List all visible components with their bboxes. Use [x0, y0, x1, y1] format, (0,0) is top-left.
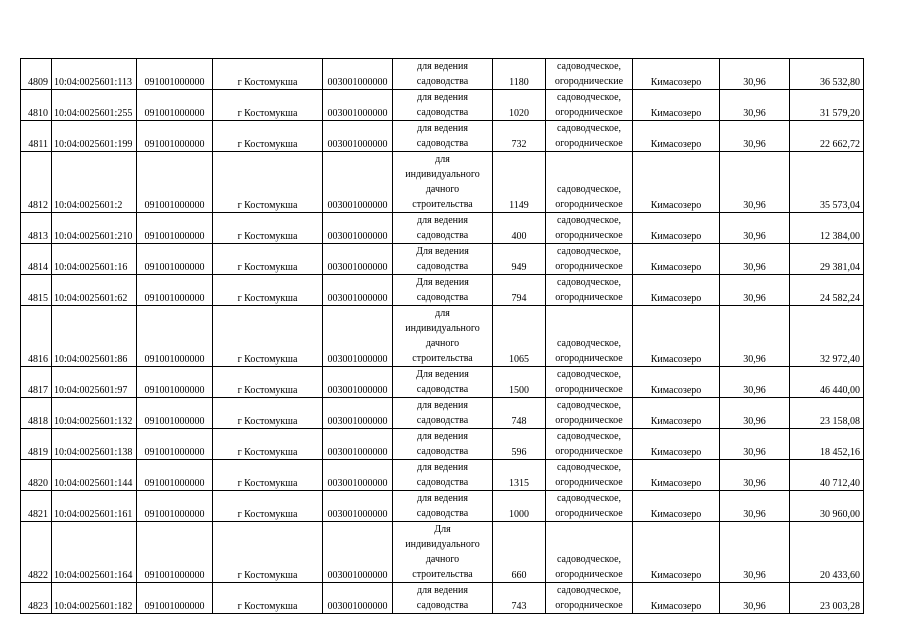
okato-code-cell: 091001000000 — [137, 152, 213, 213]
land-use-cell-line: садоводства — [416, 230, 469, 241]
land-use-cell-line: индивидуального — [405, 539, 480, 550]
land-use-cell — [393, 491, 493, 522]
table-row — [21, 491, 864, 522]
land-use-cell-line: дачного — [425, 184, 460, 195]
category-cell-line: огородническое — [555, 600, 623, 611]
rate-cell: 30,96 — [720, 59, 790, 90]
category-cell-line: садоводческое, — [556, 246, 622, 257]
table-row — [21, 583, 864, 614]
row-number-cell: 4812 — [21, 152, 52, 213]
oktmo-code-cell: 003001000000 — [323, 306, 393, 367]
oktmo-code-cell: 003001000000 — [323, 398, 393, 429]
land-use-cell — [393, 306, 493, 367]
okato-code-cell: 091001000000 — [137, 429, 213, 460]
okato-code-cell: 091001000000 — [137, 460, 213, 491]
category-cell-line: огородническое — [555, 107, 623, 118]
city-cell: г Костомукша — [213, 583, 323, 614]
cadastral-value-cell: 22 662,72 — [790, 121, 864, 152]
category-cell-line: садоводческое, — [556, 123, 622, 134]
category-cell-line: садоводческое, — [556, 92, 622, 103]
table-row — [21, 367, 864, 398]
area-cell: 1065 — [493, 306, 546, 367]
locality-cell: Кимасозеро — [633, 491, 720, 522]
area-cell: 748 — [493, 398, 546, 429]
area-cell: 732 — [493, 121, 546, 152]
cadastral-value-cell: 23 158,08 — [790, 398, 864, 429]
cadastral-number-cell: 10:04:0025601:210 — [52, 213, 137, 244]
land-use-cell-line: садоводства — [416, 508, 469, 519]
city-cell: г Костомукша — [213, 522, 323, 583]
okato-code-cell: 091001000000 — [137, 244, 213, 275]
oktmo-code-cell: 003001000000 — [323, 59, 393, 90]
okato-code-cell: 091001000000 — [137, 275, 213, 306]
row-number-cell: 4811 — [21, 121, 52, 152]
category-cell — [546, 275, 633, 306]
category-cell-line: садоводческое, — [556, 400, 622, 411]
land-use-cell — [393, 59, 493, 90]
land-use-cell-line: строительства — [412, 569, 473, 580]
category-cell-line: огородническое — [555, 508, 623, 519]
locality-cell: Кимасозеро — [633, 275, 720, 306]
land-use-cell-line: садоводства — [416, 446, 469, 457]
cadastral-value-cell: 36 532,80 — [790, 59, 864, 90]
rate-cell: 30,96 — [720, 522, 790, 583]
cadastral-value-cell: 29 381,04 — [790, 244, 864, 275]
cadastral-value-cell: 31 579,20 — [790, 90, 864, 121]
rate-cell: 30,96 — [720, 491, 790, 522]
cadastral-number-cell: 10:04:0025601:97 — [52, 367, 137, 398]
land-use-cell-line: дачного — [425, 554, 460, 565]
cadastral-number-cell: 10:04:0025601:2 — [52, 152, 137, 213]
rate-cell: 30,96 — [720, 306, 790, 367]
table-row — [21, 398, 864, 429]
okato-code-cell: 091001000000 — [137, 583, 213, 614]
category-cell — [546, 491, 633, 522]
area-cell: 1000 — [493, 491, 546, 522]
land-use-cell-line: для ведения — [417, 92, 468, 103]
row-number-cell: 4821 — [21, 491, 52, 522]
cadastral-number-cell: 10:04:0025601:132 — [52, 398, 137, 429]
locality-cell: Кимасозеро — [633, 244, 720, 275]
oktmo-code-cell: 003001000000 — [323, 583, 393, 614]
city-cell: г Костомукша — [213, 460, 323, 491]
land-use-cell-line: строительства — [412, 199, 473, 210]
okato-code-cell: 091001000000 — [137, 306, 213, 367]
locality-cell: Кимасозеро — [633, 121, 720, 152]
okato-code-cell: 091001000000 — [137, 491, 213, 522]
locality-cell: Кимасозеро — [633, 152, 720, 213]
area-cell: 1149 — [493, 152, 546, 213]
locality-cell: Кимасозеро — [633, 429, 720, 460]
cadastral-value-cell: 23 003,28 — [790, 583, 864, 614]
cadastral-number-cell: 10:04:0025601:255 — [52, 90, 137, 121]
city-cell: г Костомукша — [213, 398, 323, 429]
rate-cell: 30,96 — [720, 460, 790, 491]
city-cell: г Костомукша — [213, 306, 323, 367]
cadastral-value-cell: 32 972,40 — [790, 306, 864, 367]
land-use-cell-line: для — [435, 154, 450, 165]
category-cell-line: огородническое — [555, 353, 623, 364]
category-cell-line: огородническое — [555, 199, 623, 210]
category-cell — [546, 583, 633, 614]
land-use-cell — [393, 121, 493, 152]
city-cell: г Костомукша — [213, 59, 323, 90]
cadastral-number-cell: 10:04:0025601:113 — [52, 59, 137, 90]
land-use-cell-line: садоводства — [416, 292, 469, 303]
table-row — [21, 244, 864, 275]
oktmo-code-cell: 003001000000 — [323, 460, 393, 491]
oktmo-code-cell: 003001000000 — [323, 367, 393, 398]
table-row — [21, 152, 864, 213]
locality-cell: Кимасозеро — [633, 583, 720, 614]
land-use-cell — [393, 275, 493, 306]
cadastral-value-cell: 40 712,40 — [790, 460, 864, 491]
cadastral-number-cell: 10:04:0025601:182 — [52, 583, 137, 614]
cadastral-number-cell: 10:04:0025601:161 — [52, 491, 137, 522]
category-cell-line: садоводческое, — [556, 61, 622, 72]
city-cell: г Костомукша — [213, 90, 323, 121]
row-number-cell: 4817 — [21, 367, 52, 398]
rate-cell: 30,96 — [720, 90, 790, 121]
land-use-cell-line: индивидуального — [405, 169, 480, 180]
land-use-cell — [393, 460, 493, 491]
category-cell — [546, 90, 633, 121]
table-row — [21, 306, 864, 367]
oktmo-code-cell: 003001000000 — [323, 491, 393, 522]
cadastral-number-cell: 10:04:0025601:164 — [52, 522, 137, 583]
category-cell-line: садоводческое, — [556, 338, 622, 349]
locality-cell: Кимасозеро — [633, 367, 720, 398]
city-cell: г Костомукша — [213, 367, 323, 398]
area-cell: 1020 — [493, 90, 546, 121]
row-number-cell: 4814 — [21, 244, 52, 275]
land-use-cell-line: садоводства — [416, 261, 469, 272]
land-use-cell-line: садоводства — [416, 600, 469, 611]
category-cell-line: садоводческое, — [556, 184, 622, 195]
land-use-cell — [393, 152, 493, 213]
cadastral-number-cell: 10:04:0025601:62 — [52, 275, 137, 306]
locality-cell: Кимасозеро — [633, 59, 720, 90]
category-cell — [546, 59, 633, 90]
category-cell-line: огородническое — [555, 138, 623, 149]
city-cell: г Костомукша — [213, 213, 323, 244]
cadastral-number-cell: 10:04:0025601:144 — [52, 460, 137, 491]
land-use-cell-line: для ведения — [417, 123, 468, 134]
land-use-cell-line: Для ведения — [416, 246, 469, 257]
land-use-cell-line: для ведения — [417, 493, 468, 504]
land-use-cell-line: садоводства — [416, 76, 469, 87]
city-cell: г Костомукша — [213, 121, 323, 152]
category-cell-line: садоводческое, — [556, 369, 622, 380]
land-use-cell-line: садоводства — [416, 477, 469, 488]
row-number-cell: 4816 — [21, 306, 52, 367]
category-cell — [546, 244, 633, 275]
row-number-cell: 4809 — [21, 59, 52, 90]
land-use-cell-line: садоводства — [416, 107, 469, 118]
cadastral-number-cell: 10:04:0025601:138 — [52, 429, 137, 460]
row-number-cell: 4818 — [21, 398, 52, 429]
table-body — [21, 59, 864, 614]
category-cell-line: садоводческое, — [556, 554, 622, 565]
land-use-cell-line: Для ведения — [416, 369, 469, 380]
land-use-cell-line: для — [435, 308, 450, 319]
row-number-cell: 4815 — [21, 275, 52, 306]
land-use-cell-line: строительства — [412, 353, 473, 364]
okato-code-cell: 091001000000 — [137, 90, 213, 121]
category-cell — [546, 121, 633, 152]
table-row — [21, 429, 864, 460]
category-cell — [546, 398, 633, 429]
okato-code-cell: 091001000000 — [137, 398, 213, 429]
category-cell-line: огородническое — [555, 230, 623, 241]
category-cell-line: садоводческое, — [556, 585, 622, 596]
oktmo-code-cell: 003001000000 — [323, 121, 393, 152]
okato-code-cell: 091001000000 — [137, 522, 213, 583]
land-parcels-table — [20, 58, 864, 614]
okato-code-cell: 091001000000 — [137, 121, 213, 152]
rate-cell: 30,96 — [720, 275, 790, 306]
land-use-cell — [393, 429, 493, 460]
category-cell — [546, 306, 633, 367]
area-cell: 596 — [493, 429, 546, 460]
table-row — [21, 275, 864, 306]
land-use-cell-line: садоводства — [416, 138, 469, 149]
locality-cell: Кимасозеро — [633, 213, 720, 244]
rate-cell: 30,96 — [720, 213, 790, 244]
table-row — [21, 522, 864, 583]
category-cell — [546, 522, 633, 583]
city-cell: г Костомукша — [213, 429, 323, 460]
table-row — [21, 90, 864, 121]
cadastral-value-cell: 18 452,16 — [790, 429, 864, 460]
table-row — [21, 59, 864, 90]
rate-cell: 30,96 — [720, 583, 790, 614]
city-cell: г Костомукша — [213, 275, 323, 306]
oktmo-code-cell: 003001000000 — [323, 429, 393, 460]
oktmo-code-cell: 003001000000 — [323, 275, 393, 306]
row-number-cell: 4820 — [21, 460, 52, 491]
table-row — [21, 460, 864, 491]
oktmo-code-cell: 003001000000 — [323, 244, 393, 275]
category-cell-line: огородническое — [555, 384, 623, 395]
category-cell-line: огородническое — [555, 292, 623, 303]
area-cell: 794 — [493, 275, 546, 306]
cadastral-value-cell: 20 433,60 — [790, 522, 864, 583]
cadastral-value-cell: 12 384,00 — [790, 213, 864, 244]
cadastral-value-cell: 46 440,00 — [790, 367, 864, 398]
category-cell — [546, 152, 633, 213]
okato-code-cell: 091001000000 — [137, 367, 213, 398]
area-cell: 660 — [493, 522, 546, 583]
row-number-cell: 4823 — [21, 583, 52, 614]
area-cell: 1500 — [493, 367, 546, 398]
cadastral-value-cell: 35 573,04 — [790, 152, 864, 213]
land-use-cell-line: для ведения — [417, 215, 468, 226]
cadastral-number-cell: 10:04:0025601:86 — [52, 306, 137, 367]
locality-cell: Кимасозеро — [633, 306, 720, 367]
city-cell: г Костомукша — [213, 244, 323, 275]
area-cell: 949 — [493, 244, 546, 275]
category-cell — [546, 213, 633, 244]
category-cell-line: огородническое — [555, 477, 623, 488]
okato-code-cell: 091001000000 — [137, 213, 213, 244]
land-use-cell — [393, 213, 493, 244]
category-cell-line: садоводческое, — [556, 462, 622, 473]
rate-cell: 30,96 — [720, 244, 790, 275]
oktmo-code-cell: 003001000000 — [323, 522, 393, 583]
category-cell-line: огородническое — [555, 569, 623, 580]
category-cell-line: огородническое — [555, 446, 623, 457]
land-use-cell-line: садоводства — [416, 415, 469, 426]
land-use-cell-line: для ведения — [417, 462, 468, 473]
city-cell: г Костомукша — [213, 152, 323, 213]
land-use-cell — [393, 367, 493, 398]
category-cell — [546, 367, 633, 398]
land-use-cell — [393, 244, 493, 275]
locality-cell: Кимасозеро — [633, 398, 720, 429]
land-use-cell-line: Для — [434, 524, 451, 535]
table-row — [21, 213, 864, 244]
land-use-cell-line: садоводства — [416, 384, 469, 395]
land-use-cell — [393, 398, 493, 429]
category-cell-line: огородническое — [555, 261, 623, 272]
category-cell-line: садоводческое, — [556, 431, 622, 442]
land-use-cell — [393, 522, 493, 583]
land-use-cell-line: для ведения — [417, 431, 468, 442]
area-cell: 400 — [493, 213, 546, 244]
rate-cell: 30,96 — [720, 121, 790, 152]
category-cell-line: садоводческое, — [556, 215, 622, 226]
rate-cell: 30,96 — [720, 152, 790, 213]
table-row — [21, 121, 864, 152]
row-number-cell: 4810 — [21, 90, 52, 121]
land-use-cell-line: индивидуального — [405, 323, 480, 334]
land-use-cell-line: для ведения — [417, 585, 468, 596]
category-cell-line: огороднические — [554, 76, 624, 87]
okato-code-cell: 091001000000 — [137, 59, 213, 90]
category-cell-line: огородническое — [555, 415, 623, 426]
rate-cell: 30,96 — [720, 429, 790, 460]
land-use-cell-line: Для ведения — [416, 277, 469, 288]
locality-cell: Кимасозеро — [633, 522, 720, 583]
land-use-cell-line: дачного — [425, 338, 460, 349]
oktmo-code-cell: 003001000000 — [323, 152, 393, 213]
row-number-cell: 4813 — [21, 213, 52, 244]
rate-cell: 30,96 — [720, 367, 790, 398]
land-use-cell — [393, 583, 493, 614]
area-cell: 1180 — [493, 59, 546, 90]
oktmo-code-cell: 003001000000 — [323, 90, 393, 121]
cadastral-value-cell: 30 960,00 — [790, 491, 864, 522]
category-cell — [546, 460, 633, 491]
land-use-cell — [393, 90, 493, 121]
land-use-cell-line: для ведения — [417, 61, 468, 72]
rate-cell: 30,96 — [720, 398, 790, 429]
cadastral-number-cell: 10:04:0025601:199 — [52, 121, 137, 152]
category-cell-line: садоводческое, — [556, 493, 622, 504]
oktmo-code-cell: 003001000000 — [323, 213, 393, 244]
row-number-cell: 4822 — [21, 522, 52, 583]
area-cell: 1315 — [493, 460, 546, 491]
land-use-cell-line: для ведения — [417, 400, 468, 411]
locality-cell: Кимасозеро — [633, 460, 720, 491]
category-cell-line: садоводческое, — [556, 277, 622, 288]
area-cell: 743 — [493, 583, 546, 614]
row-number-cell: 4819 — [21, 429, 52, 460]
cadastral-number-cell: 10:04:0025601:16 — [52, 244, 137, 275]
locality-cell: Кимасозеро — [633, 90, 720, 121]
city-cell: г Костомукша — [213, 491, 323, 522]
cadastral-value-cell: 24 582,24 — [790, 275, 864, 306]
category-cell — [546, 429, 633, 460]
